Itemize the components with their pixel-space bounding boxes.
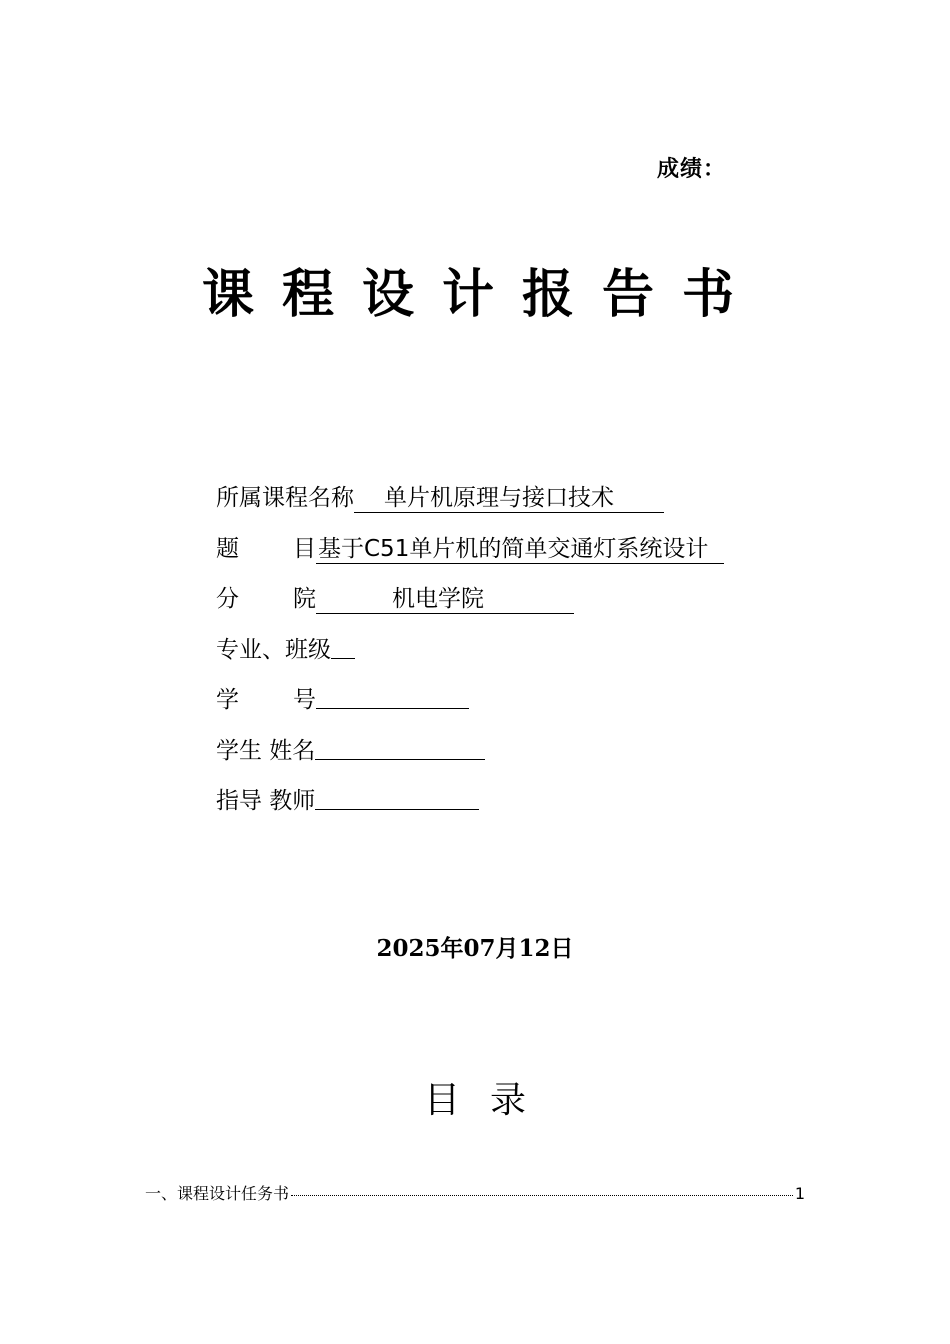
dept-value: 机电学院 <box>316 585 574 614</box>
report-title: 课程设计报告书 <box>201 265 762 325</box>
dept-label: 分 院 <box>216 586 316 612</box>
teacher-blank <box>315 783 479 810</box>
major-label: 专业、班级 <box>216 636 331 663</box>
student-name-blank <box>315 733 485 760</box>
student-name-row <box>216 733 724 784</box>
toc-item-page: 1 <box>794 1184 805 1203</box>
student-id-label: 学 号 <box>216 687 316 713</box>
student-id-row <box>216 682 724 733</box>
topic-row <box>216 531 724 582</box>
report-date: 2025年07月12日 <box>376 935 574 962</box>
toc-item-text: 一、课程设计任务书 <box>145 1184 290 1203</box>
dept-row <box>216 581 724 632</box>
topic-value: 基于C51单片机的简单交通灯系统设计 <box>316 535 724 564</box>
student-id-blank <box>316 682 469 709</box>
course-value: 单片机原理与接口技术 <box>354 484 664 513</box>
toc-leader-dots <box>291 1195 793 1196</box>
student-name-label: 学生 姓名 <box>216 737 316 764</box>
info-block <box>216 480 724 834</box>
toc-title: 目录 <box>423 1080 556 1121</box>
major-row <box>216 632 724 683</box>
toc-item[interactable] <box>145 1181 805 1204</box>
topic-label: 题 目 <box>216 535 316 562</box>
teacher-row <box>216 783 724 834</box>
major-blank <box>331 632 355 659</box>
score-label: 成绩： <box>657 157 727 182</box>
course-label: 所属课程名称 <box>216 485 354 511</box>
teacher-label: 指导 教师 <box>216 788 316 814</box>
course-row <box>216 480 724 531</box>
